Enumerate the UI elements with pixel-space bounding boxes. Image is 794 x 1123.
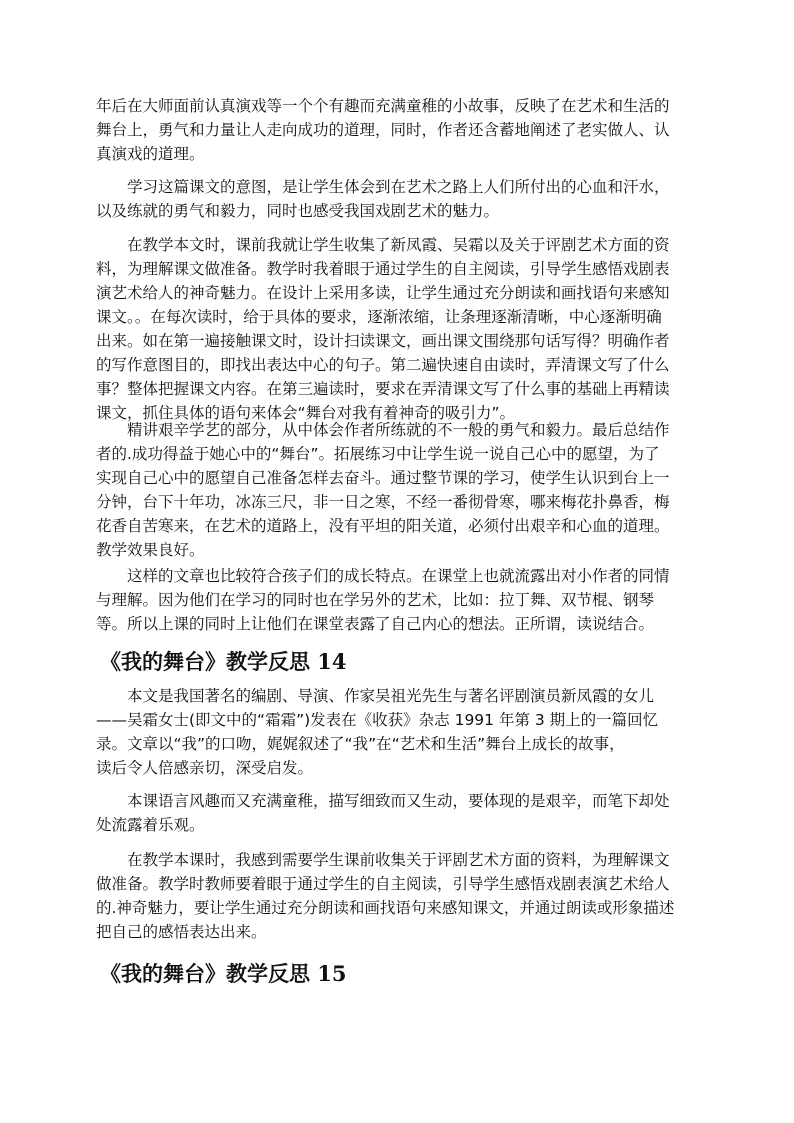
section-heading: 《我的舞台》教学反思 15 xyxy=(100,961,347,986)
paragraph xyxy=(96,94,698,166)
text-line: ——吴霜女士(即文中的“霜霜”)发表在《收获》杂志 1991 年第 3 期上的一篇回忆 xyxy=(96,711,659,729)
text-line: 把自己的感悟表达出来。 xyxy=(96,923,267,941)
text-line: 事？整体把握课文内容。在第三遍读时，要求在弄清课文写了什么事的基础上再精读 xyxy=(96,380,670,398)
text-line: 课文，抓住具体的语句来体会“舞台对我有着神奇的吸引力”。 xyxy=(96,404,516,422)
text-line: 处流露着乐观。 xyxy=(96,816,205,834)
text-line: 等。所以上课的同时上让他们在课堂表露了自己内心的想法。正所谓，读说结合。 xyxy=(96,615,655,633)
paragraph xyxy=(96,564,698,636)
text-line: 以及练就的勇气和毅力，同时也感受我国戏剧艺术的魅力。 xyxy=(96,202,500,220)
text-line: 这样的文章也比较符合孩子们的成长特点。在课堂上也就流露出对小作者的同情 xyxy=(96,567,670,585)
text-line: 做准备。教学时教师要着眼于通过学生的自主阅读，引导学生感悟戏剧表演艺术给人 xyxy=(96,875,670,893)
paragraph xyxy=(96,848,698,944)
text-line: 料，为理解课文做准备。教学时我着眼于通过学生的自主阅读，引导学生感悟戏剧表 xyxy=(96,260,670,278)
text-line: 演艺术给人的神奇魅力。在设计上采用多读，让学生通过充分朗读和画找语句来感知 xyxy=(96,284,670,302)
paragraph xyxy=(96,684,698,780)
text-line: 在教学本课时，我感到需要学生课前收集关于评剧艺术方面的资料，为理解课文 xyxy=(96,851,670,869)
text-line: 在教学本文时，课前我就让学生收集了新凤霞、吴霜以及关于评剧艺术方面的资 xyxy=(96,236,670,254)
text-line: 年后在大师面前认真演戏等一个个有趣而充满童稚的小故事，反映了在艺术和生活的 xyxy=(96,97,670,115)
text-line: 学习这篇课文的意图，是让学生体会到在艺术之路上人们所付出的心血和汗水， xyxy=(96,178,670,196)
text-line: 实现自己心中的愿望自己准备怎样去奋斗。通过整节课的学习，使学生认识到台上一 xyxy=(96,469,670,487)
text-line: 课文。。在每次读时，给于具体的要求，逐渐浓缩，让条理逐渐清晰，中心逐渐明确 xyxy=(96,308,662,326)
text-line: 读后令人倍感亲切，深受启发。 xyxy=(96,759,314,777)
text-line: 与理解。因为他们在学习的同时也在学另外的艺术，比如：拉丁舞、双节棍、钢琴 xyxy=(96,591,655,609)
text-line: 的.神奇魅力，要让学生通过充分朗读和画找语句来感知课文，并通过朗读或形象描述 xyxy=(96,899,675,917)
paragraph xyxy=(96,418,698,562)
text-line: 花香自苦寒来，在艺术的道路上，没有平坦的阳关道，必须付出艰辛和心血的道理。 xyxy=(96,517,670,535)
text-line: 的写作意图目的，即找出表达中心的句子。第二遍快速自由读时，弄清课文写了什么 xyxy=(96,356,670,374)
text-line: 出来。如在第一遍接触课文时，设计扫读课文，画出课文围绕那句话写得？明确作者 xyxy=(96,332,670,350)
text-line: 真演戏的道理。 xyxy=(96,145,205,163)
text-line: 本课语言风趣而又充满童稚，描写细致而又生动，要体现的是艰辛，而笔下却处 xyxy=(96,792,670,810)
text-line: 本文是我国著名的编剧、导演、作家吴祖光先生与著名评剧演员新凤霞的女儿 xyxy=(96,687,655,705)
text-line: 录。文章以“我”的口吻，娓娓叙述了“我”在“艺术和生活”舞台上成长的故事， xyxy=(96,735,625,753)
section-heading: 《我的舞台》教学反思 14 xyxy=(100,649,347,674)
text-line: 舞台上，勇气和力量让人走向成功的道理，同时，作者还含蓄地阐述了老实做人、认 xyxy=(96,121,670,139)
paragraph xyxy=(96,789,698,837)
text-line: 教学效果良好。 xyxy=(96,541,205,559)
text-line: 精讲艰辛学艺的部分，从中体会作者所练就的不一般的勇气和毅力。最后总结作 xyxy=(96,421,670,439)
paragraph xyxy=(96,233,698,425)
text-line: 者的.成功得益于她心中的“舞台”。拓展练习中让学生说一说自己心中的愿望，为了 xyxy=(96,445,660,463)
text-line: 分钟，台下十年功，冰冻三尺，非一日之寒，不经一番彻骨寒，哪来梅花扑鼻香，梅 xyxy=(96,493,670,511)
paragraph xyxy=(96,175,698,223)
